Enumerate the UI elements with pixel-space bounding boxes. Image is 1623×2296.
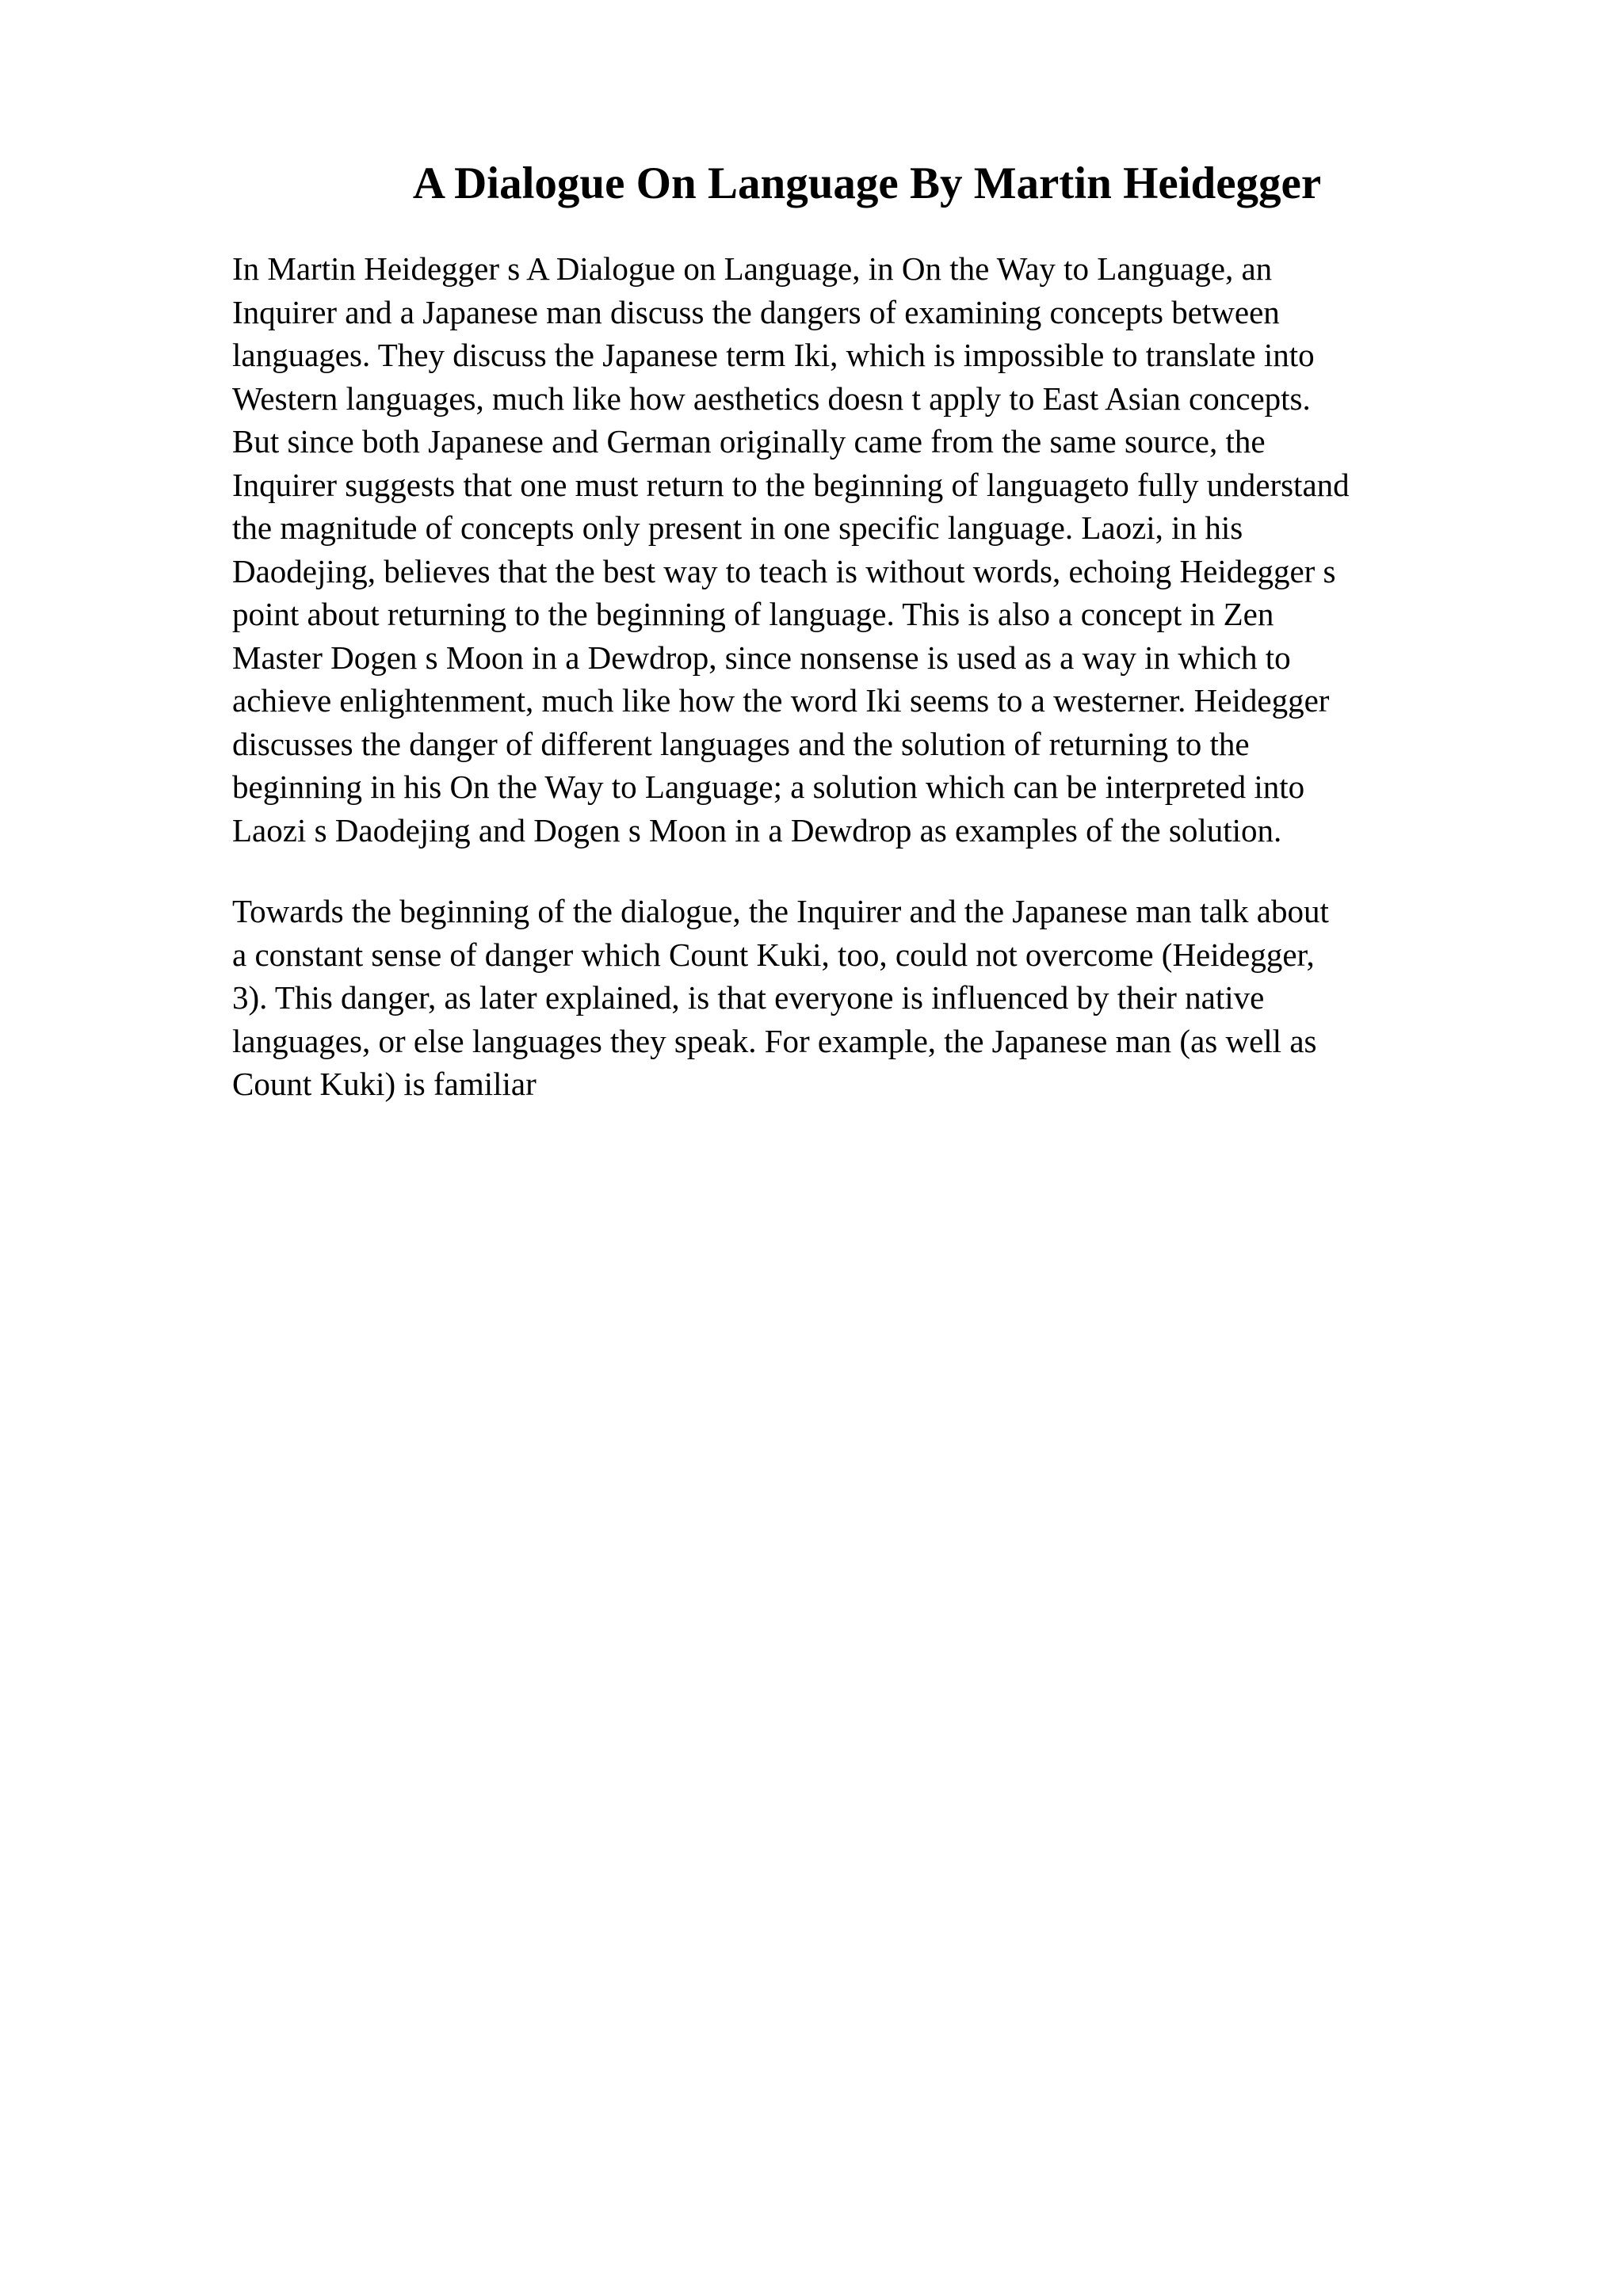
paragraph-intro [232,247,1516,852]
paragraph-second [232,890,1516,1106]
text-line: Daodejing, believes that the best way to teach is without words, echoing Heidegger s [232,552,1336,589]
text-line: the magnitude of concepts only present in one specific language. Laozi, in his [232,509,1243,546]
text-line: beginning in his On the Way to Language; a solution which can be interpreted into [232,769,1305,805]
text-line: Western languages, much like how aesthetics doesn t apply to East Asian concepts. [232,379,1311,417]
text-line: Towards the beginning of the dialogue, the Inquirer and the Japanese man talk about [232,893,1329,929]
text-line: languages, or else languages they speak. For example, the Japanese man (as well as [232,1022,1317,1059]
text-line: a constant sense of danger which Count Kuki, too, could not overcome (Heidegger, [232,936,1315,973]
text-line: languages. They discuss the Japanese term Iki, which is impossible to translate into [232,337,1315,373]
text-line: But since both Japanese and German originally came from the same source, the [232,423,1266,460]
text-line: Master Dogen s Moon in a Dewdrop, since nonsense is used as a way in which to [232,639,1291,676]
document-title: A Dialogue On Language By Martin Heidegger [412,158,1322,208]
text-line: Inquirer and a Japanese man discuss the dangers of examining concepts between [232,293,1280,330]
text-line: In Martin Heidegger s A Dialogue on Language, in On the Way to Language, an [232,250,1273,287]
text-line: Laozi s Daodejing and Dogen s Moon in a Dewdrop as examples of the solution. [232,811,1282,849]
text-line: Count Kuki) is familiar [232,1066,537,1102]
text-line: achieve enlightenment, much like how the word Iki seems to a westerner. Heidegger [232,682,1330,719]
text-line: 3). This danger, as later explained, is that everyone is influenced by their native [232,979,1265,1016]
text-line: discusses the danger of different languages and the solution of returning to the [232,725,1250,762]
text-line: point about returning to the beginning of language. This is also a concept in Zen [232,596,1274,632]
text-line: Inquirer suggests that one must return to the beginning of languageto fully understand [232,466,1350,503]
